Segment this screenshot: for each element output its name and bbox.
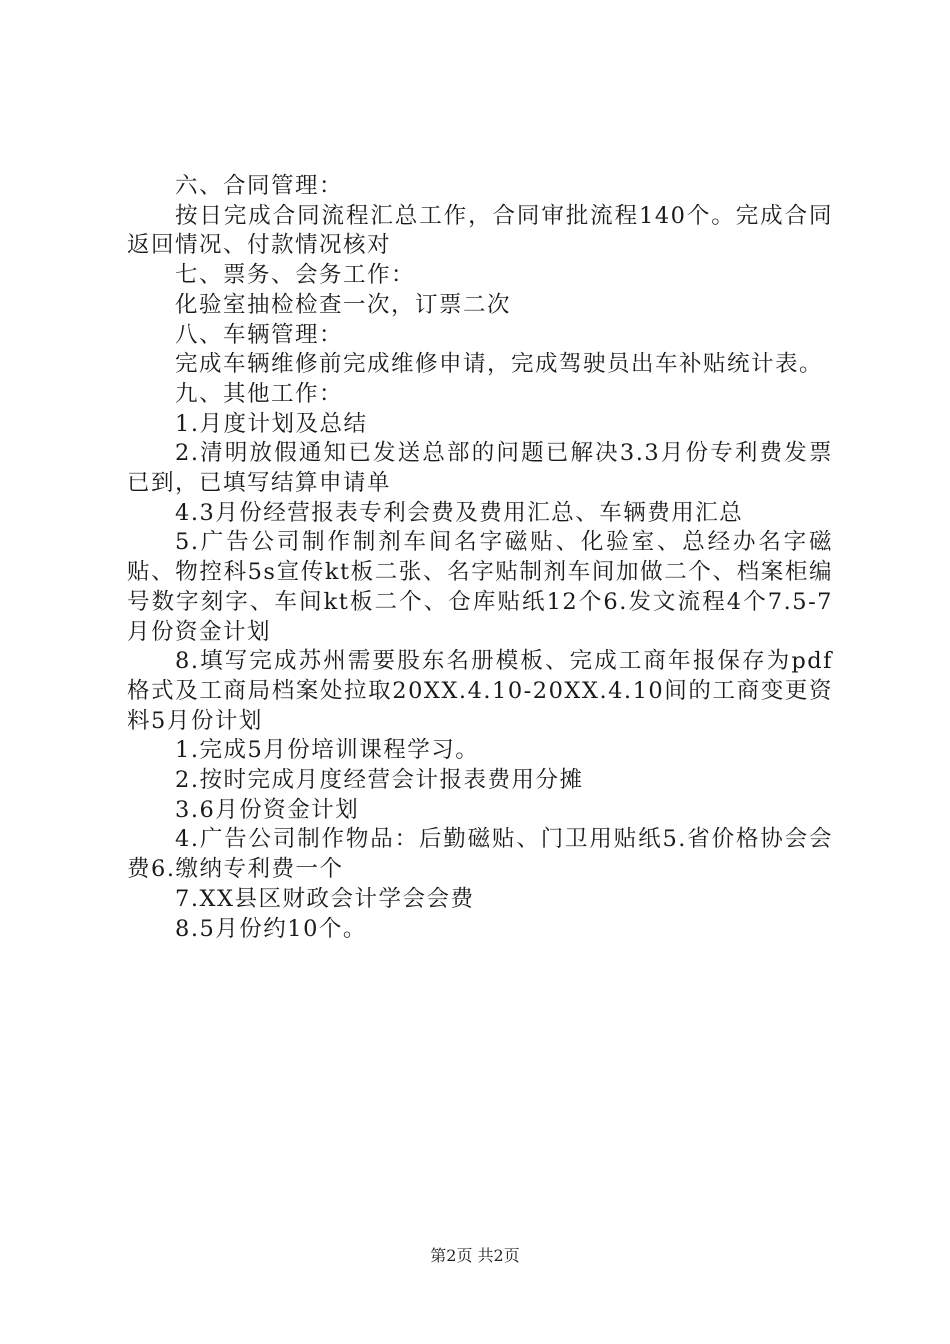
paragraph-contract-work: 按日完成合同流程汇总工作，合同审批流程140个。完成合同返回情况、付款情况核对 bbox=[127, 202, 833, 259]
list-item: 8.填写完成苏州需要股东名册模板、完成工商年报保存为pdf格式及工商局档案处拉取20XX.4.10-20XX.4.10间的工商变更资料5月份计划 bbox=[127, 648, 833, 734]
heading-ticket-meeting: 七、票务、会务工作： bbox=[175, 262, 416, 289]
list-item: 1.月度计划及总结 bbox=[175, 410, 368, 437]
list-item: 3.6月份资金计划 bbox=[175, 796, 360, 823]
heading-vehicle-management: 八、车辆管理： bbox=[175, 321, 344, 348]
heading-contract-management: 六、合同管理： bbox=[175, 173, 344, 199]
document-body bbox=[127, 172, 833, 944]
list-item: 2.清明放假通知已发送总部的问题已解决3.3月份专利费发票已到，已填写结算申请单 bbox=[127, 440, 833, 497]
list-item: 4.3月份经营报表专利会费及费用汇总、车辆费用汇总 bbox=[175, 499, 744, 526]
paragraph-ticket-work: 化验室抽检检查一次，订票二次 bbox=[175, 291, 512, 318]
list-item: 8.5月份约10个。 bbox=[175, 915, 367, 942]
list-item: 5.广告公司制作制剂车间名字磁贴、化验室、总经办名字磁贴、物控科5s宣传kt板二张、名字贴制剂车间加做二个、档案柜编号数字刻字、车间kt板二个、仓库贴纸12个6.发文流程4个7.5-7月份资金计划 bbox=[127, 529, 833, 645]
page-footer: 第2页 共2页 bbox=[430, 1246, 520, 1265]
list-item: 4.广告公司制作物品：后勤磁贴、门卫用贴纸5.省价格协会会费6.缴纳专利费一个 bbox=[127, 826, 833, 883]
list-item: 1.完成5月份培训课程学习。 bbox=[175, 737, 480, 764]
list-item: 2.按时完成月度经营会计报表费用分摊 bbox=[175, 767, 584, 794]
heading-other-work: 九、其他工作： bbox=[175, 380, 344, 407]
paragraph-vehicle-work: 完成车辆维修前完成维修申请，完成驾驶员出车补贴统计表。 bbox=[175, 351, 824, 378]
list-item: 7.XX县区财政会计学会会费 bbox=[175, 885, 475, 912]
